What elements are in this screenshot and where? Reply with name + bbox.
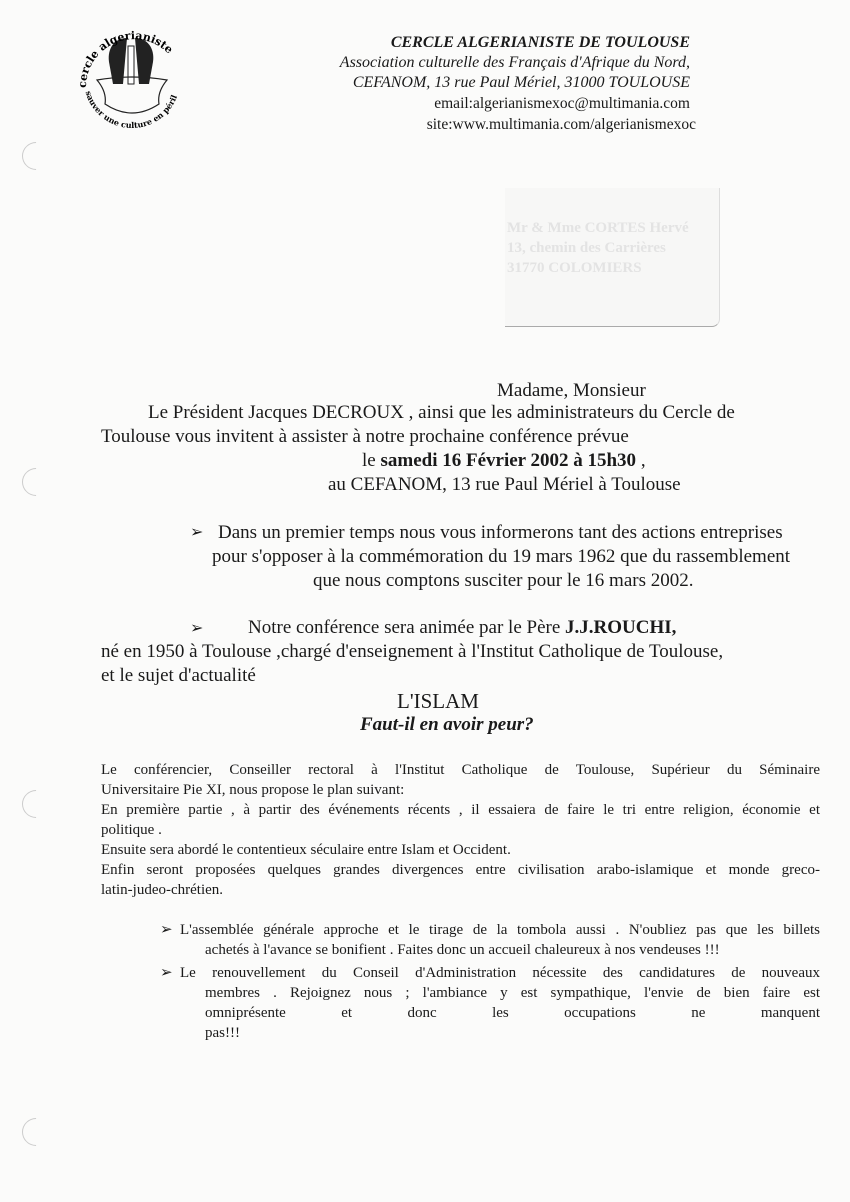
para-line: Ensuite sera abordé le contentieux séculaire entre Islam et Occident. (101, 842, 511, 858)
para-line: Le conférencier, Conseiller rectoral à l'Institut Catholique de Toulouse, Supérieur du Séminaire (101, 762, 820, 778)
bullet2-line3: et le sujet d'actualité (101, 665, 256, 686)
svg-text:sauver une culture en péril: sauver une culture en péril (83, 89, 180, 130)
bullet2-line2: né en 1950 à Toulouse ,chargé d'enseignement à l'Institut Catholique de Toulouse, (101, 641, 724, 662)
bullet-arrow-icon: ➢ (160, 965, 173, 981)
intro-line-2: Toulouse vous invitent à assister à notre prochaine conférence prévue (101, 426, 629, 447)
org-title: CERCLE ALGERIANISTE DE TOULOUSE (390, 34, 690, 51)
para-line: Enfin seront proposées quelques grandes divergences entre civilisation arabo-islamique et monde greco- (101, 862, 820, 878)
bullet4-line2: membres . Rejoignez nous ; l'ambiance y est sympathique, l'envie de bien faire est (205, 985, 820, 1001)
bullet1-line1: Dans un premier temps nous vous informerons tant des actions entreprises (218, 522, 783, 543)
bullet1-line2: pour s'opposer à la commémoration du 19 mars 1962 que du rassemblement (212, 546, 791, 567)
org-subtitle: Association culturelle des Français d'Afrique du Nord, (339, 54, 690, 71)
date-prefix: le (362, 450, 381, 471)
punch-hole (16, 462, 56, 502)
topic-subtitle: Faut-il en avoir peur? (360, 714, 534, 735)
date-bold: samedi 16 Février 2002 à 15h30 (380, 450, 637, 471)
intro-line-1: Le Président Jacques DECROUX , ainsi que les administrateurs du Cercle de (148, 402, 735, 423)
punch-hole (16, 136, 56, 176)
org-email: email:algerianismexoc@multimania.com (434, 95, 690, 112)
org-site: site:www.multimania.com/algerianismexoc (426, 116, 696, 133)
bullet4-line1: Le renouvellement du Conseil d'Administration nécessite des candidatures de nouveaux (180, 965, 820, 981)
event-date (362, 450, 646, 472)
bullet2-line1 (248, 617, 676, 639)
svg-text:cercle algerianiste: cercle algerianiste (75, 29, 176, 89)
bullet3-line2: achetés à l'avance se bonifient . Faites donc un accueil chaleureux à nos vendeuses !!! (205, 942, 720, 958)
bullet1-line3: que nous comptons susciter pour le 16 mars 2002. (313, 570, 694, 591)
bullet3-line1: L'assemblée générale approche et le tirage de la tombola aussi . N'oubliez pas que les billets (180, 922, 820, 938)
recipient-city: 31770 COLOMIERS (507, 260, 642, 276)
para-line: En première partie , à partir des événements récents , il essaiera de faire le tri entre religion, économie et (101, 802, 820, 818)
para-line: Universitaire Pie XI, nous propose le plan suivant: (101, 782, 405, 798)
association-logo (72, 18, 192, 130)
speaker-name: J.J.ROUCHI, (565, 617, 677, 638)
bullet-arrow-icon: ➢ (160, 922, 173, 938)
para-line: latin-judeo-chrétien. (101, 882, 224, 898)
recipient-label (505, 188, 720, 327)
speaker-intro: Notre conférence sera animée par le Père (248, 617, 566, 638)
bullet4-line3: omniprésente et donc les occupations ne manquent pas!!! (205, 1005, 820, 1041)
bullet-arrow-icon: ➢ (190, 524, 204, 541)
salutation: Madame, Monsieur (497, 380, 646, 401)
recipient-name: Mr & Mme CORTES Hervé (507, 220, 689, 236)
event-place: au CEFANOM, 13 rue Paul Mériel à Toulouse (328, 474, 681, 495)
bullet-arrow-icon: ➢ (190, 620, 204, 637)
date-suffix: , (636, 450, 646, 471)
punch-hole (16, 1112, 56, 1152)
punch-hole (16, 784, 56, 824)
topic-title: L'ISLAM (397, 689, 479, 713)
org-address: CEFANOM, 13 rue Paul Mériel, 31000 TOULOUSE (352, 74, 690, 91)
recipient-street: 13, chemin des Carrières (507, 240, 666, 256)
para-line: politique . (101, 822, 162, 838)
